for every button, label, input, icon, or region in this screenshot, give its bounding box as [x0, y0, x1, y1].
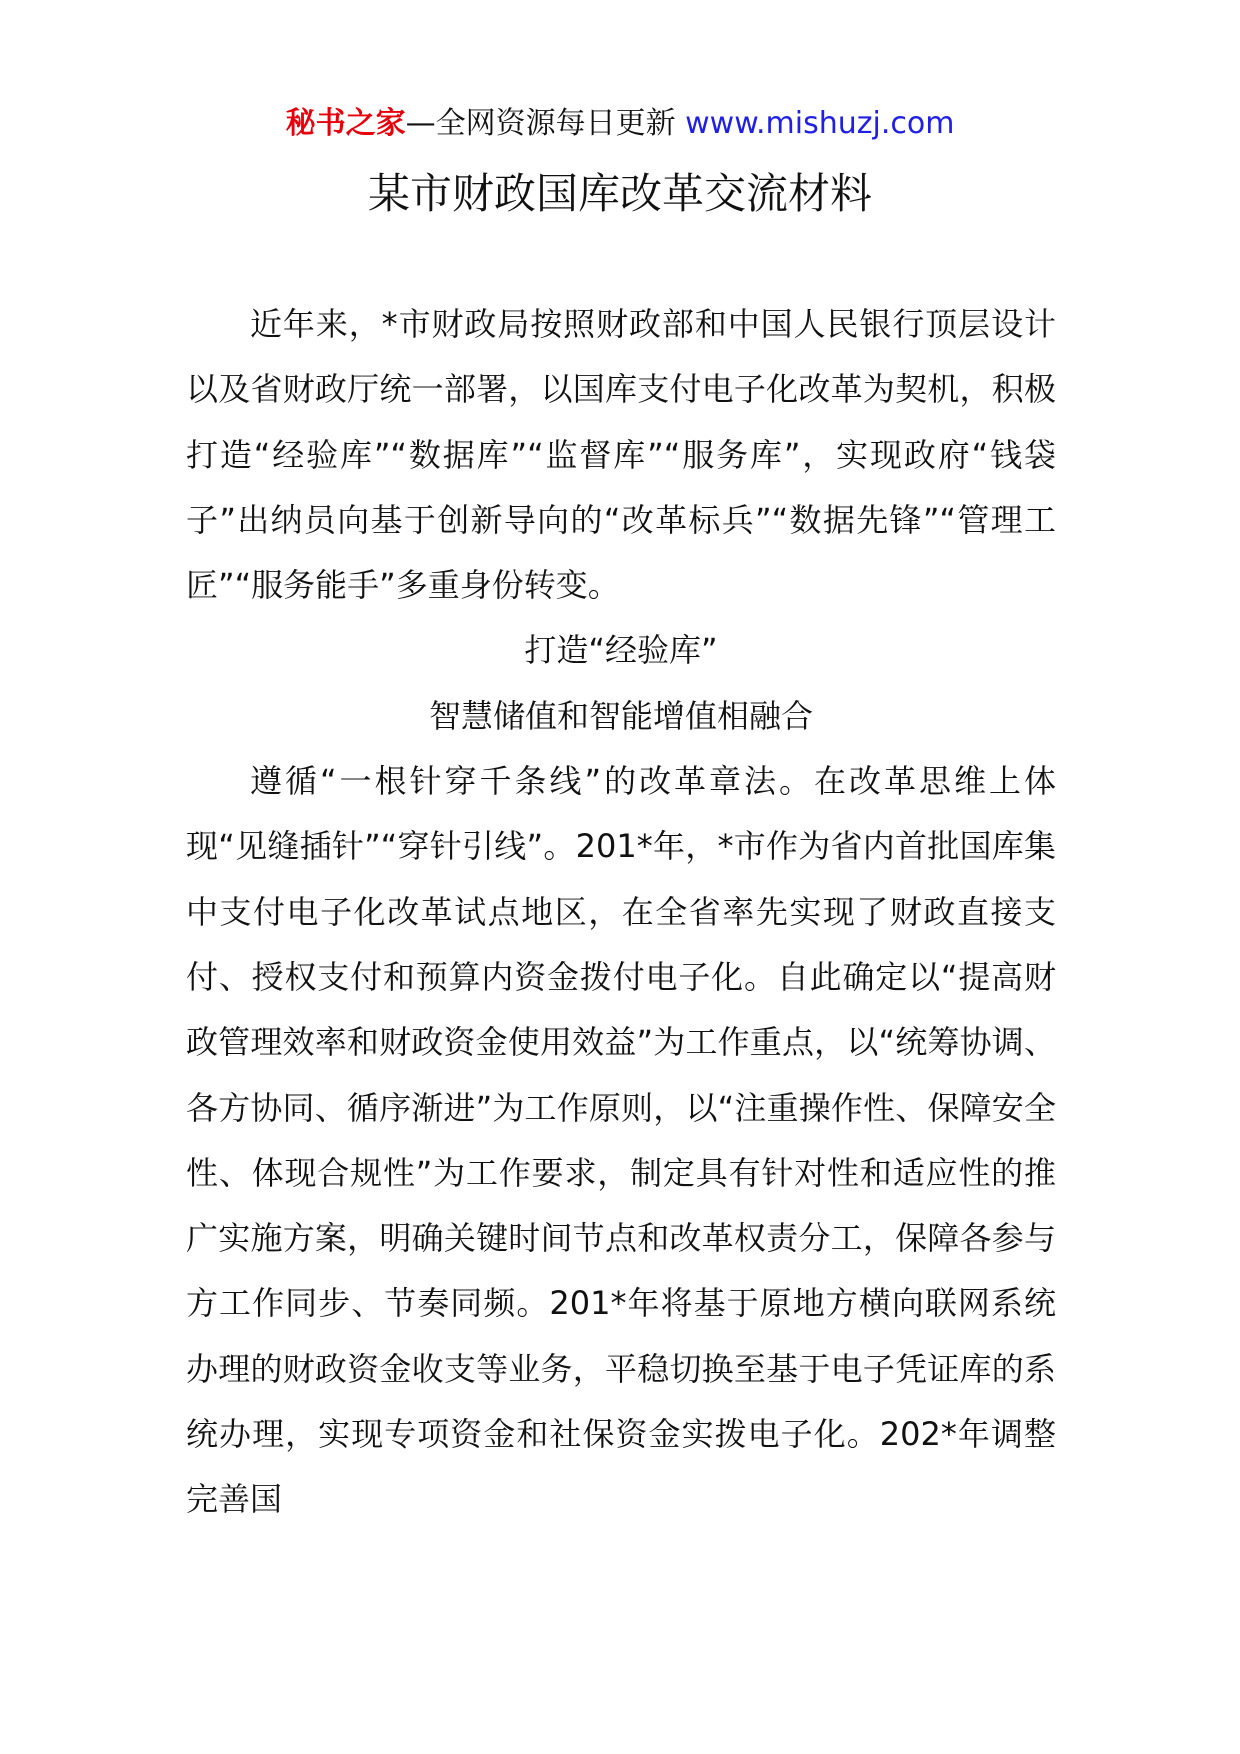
section-paragraph: 遵循“一根针穿千条线”的改革章法。在改革思维上体现“见缝插针”“穿针引线”。201*年，*市作为省内首批国库集中支付电子化改革试点地区，在全省率先实现了财政直接支付、授权支付和预算内资金拨付电子化。自此确定以“提高财政管理效率和财政资金使用效益”为工作重点，以“统筹协调、各方协同、循序渐进”为工作原则，以“注重操作性、保障安全性、体现合规性”为工作要求，制定具有针对性和适应性的推广实施方案，明确关键时间节点和改革权责分工，保障各参与方工作同步、节奏同频。201*年将基于原地方横向联网系统办理的财政资金收支等业务，平稳切换至基于电子凭证库的系统办理，实现专项资金和社保资金实拨电子化。202*年调整完善国	[186, 762, 1056, 1519]
document-body	[186, 292, 1056, 1533]
site-header	[0, 104, 1240, 144]
section-subheading: 智慧储值和智能增值相融合	[428, 696, 813, 735]
site-slogan: —全网资源每日更新	[405, 106, 676, 141]
intro-paragraph: 近年来，*市财政局按照财政部和中国人民银行顶层设计以及省财政厅统一部署，以国库支付电子化改革为契机，积极打造“经验库”“数据库”“监督库”“服务库”，实现政府“钱袋子”出纳员向基于创新导向的“改革标兵”“数据先锋”“管理工匠”“服务能手”多重身份转变。	[186, 305, 1056, 605]
site-url-link[interactable]: www.mishuzj.com	[685, 106, 955, 141]
site-brand: 秘书之家	[285, 106, 406, 141]
document-title: 某市财政国库改革交流材料	[367, 169, 872, 218]
section-heading: 打造“经验库”	[524, 631, 718, 670]
